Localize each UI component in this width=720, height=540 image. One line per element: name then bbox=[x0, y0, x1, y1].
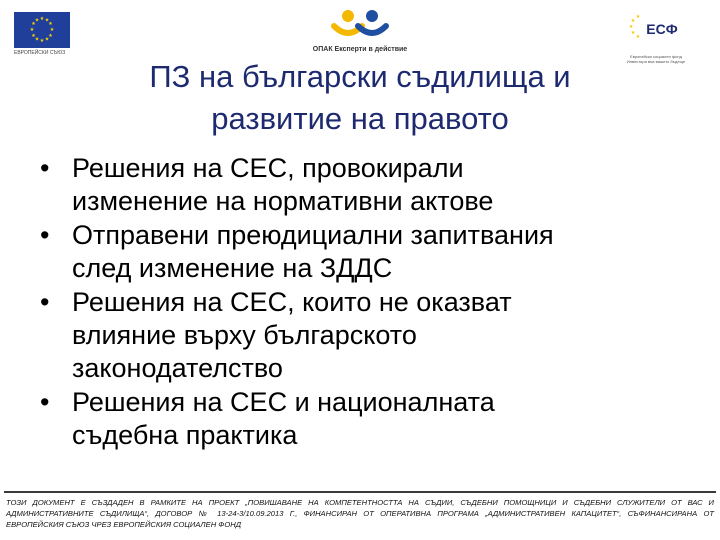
svg-text:★: ★ bbox=[48, 21, 53, 27]
svg-text:★: ★ bbox=[31, 33, 36, 39]
opak-logo bbox=[300, 6, 420, 56]
svg-text:★: ★ bbox=[48, 33, 53, 39]
title-line-1: ПЗ на български съдилища и bbox=[149, 59, 571, 94]
svg-text:★: ★ bbox=[29, 27, 35, 33]
bullet-line: влияние върху българското bbox=[72, 320, 417, 350]
eu-stars bbox=[14, 12, 70, 48]
svg-text:★: ★ bbox=[49, 27, 55, 33]
bullet-line: Отправени преюдициални запитвания bbox=[72, 220, 554, 250]
esf-logo bbox=[624, 10, 688, 80]
footer-divider bbox=[4, 491, 716, 493]
page-title bbox=[100, 56, 620, 140]
footer-disclaimer: ТОЗИ ДОКУМЕНТ Е СЪЗДАДЕН В РАМКИТЕ НА ПРОЕКТ „ПОВИШАВАНЕ НА КОМПЕТЕНТНОСТТА НА СЪДИИ, СЪДЕБНИ ПОМОЩНИЦИ И СЪДЕБНИ СЛУЖИТЕЛИ ОТ ВАС И АДМИНИСТРАТИВНИТЕ СЪДИЛИЩА“, ДОГОВОР № 13-24-3/10.09.2013 Г., ФИНАНСИРАН ОТ ОПЕРАТИВНА ПРОГРАМА „АДМИНИСТРАТИВЕН КАПАЦИТЕТ“, СЪФИНАНСИРАНА ОТ ЕВРОПЕЙСКИЯ СЪЮЗ ЧРЕЗ ЕВРОПЕЙСКИЯ СОЦИАЛЕН ФОНД bbox=[6, 498, 714, 529]
bullet-line: изменение на нормативни актове bbox=[72, 186, 494, 216]
svg-text:★: ★ bbox=[630, 30, 636, 36]
bullet-line: Решения на СЕС, провокирали bbox=[72, 153, 464, 183]
bullet-line: Решения на СЕС, които не оказват bbox=[72, 287, 512, 317]
bullet-item bbox=[40, 386, 660, 452]
eu-flag-icon bbox=[14, 12, 70, 48]
opak-figures-icon bbox=[300, 6, 420, 46]
eu-caption: ЕВРОПЕЙСКИ СЪЮЗ bbox=[14, 50, 66, 56]
bullet-icon: • bbox=[40, 220, 50, 250]
svg-text:★: ★ bbox=[44, 36, 50, 43]
bullet-icon: • bbox=[40, 153, 50, 183]
bullet-item bbox=[40, 286, 660, 385]
bullet-line: след изменение на ЗДДС bbox=[72, 253, 393, 283]
svg-text:★: ★ bbox=[34, 36, 40, 43]
bullet-line: съдебна практика bbox=[72, 420, 298, 450]
bullet-line: Решения на СЕС и националната bbox=[72, 387, 495, 417]
esf-caption: Европейски социален фонд Инвестира във вашето бъдеще bbox=[626, 54, 686, 64]
svg-text:★: ★ bbox=[39, 16, 45, 22]
svg-text:★: ★ bbox=[630, 18, 636, 24]
svg-text:★: ★ bbox=[635, 34, 641, 40]
svg-text:★: ★ bbox=[39, 38, 45, 44]
esf-emblem-icon bbox=[624, 10, 688, 52]
bullet-item bbox=[40, 152, 660, 218]
title-line-2: развитие на правото bbox=[211, 101, 509, 136]
bullet-item bbox=[40, 219, 660, 285]
bullet-line: законодателство bbox=[72, 353, 283, 383]
esf-text: ЕСФ bbox=[646, 21, 678, 37]
bullet-list bbox=[40, 152, 660, 453]
svg-text:★: ★ bbox=[44, 17, 50, 24]
eu-logo bbox=[14, 12, 74, 64]
svg-text:★: ★ bbox=[34, 17, 40, 24]
bullet-icon: • bbox=[40, 287, 50, 317]
svg-text:★: ★ bbox=[31, 21, 36, 27]
svg-text:★: ★ bbox=[635, 14, 641, 20]
opak-caption: ОПАК Експерти в действие bbox=[312, 46, 408, 53]
bullet-icon: • bbox=[40, 387, 50, 417]
svg-text:★: ★ bbox=[628, 24, 634, 30]
